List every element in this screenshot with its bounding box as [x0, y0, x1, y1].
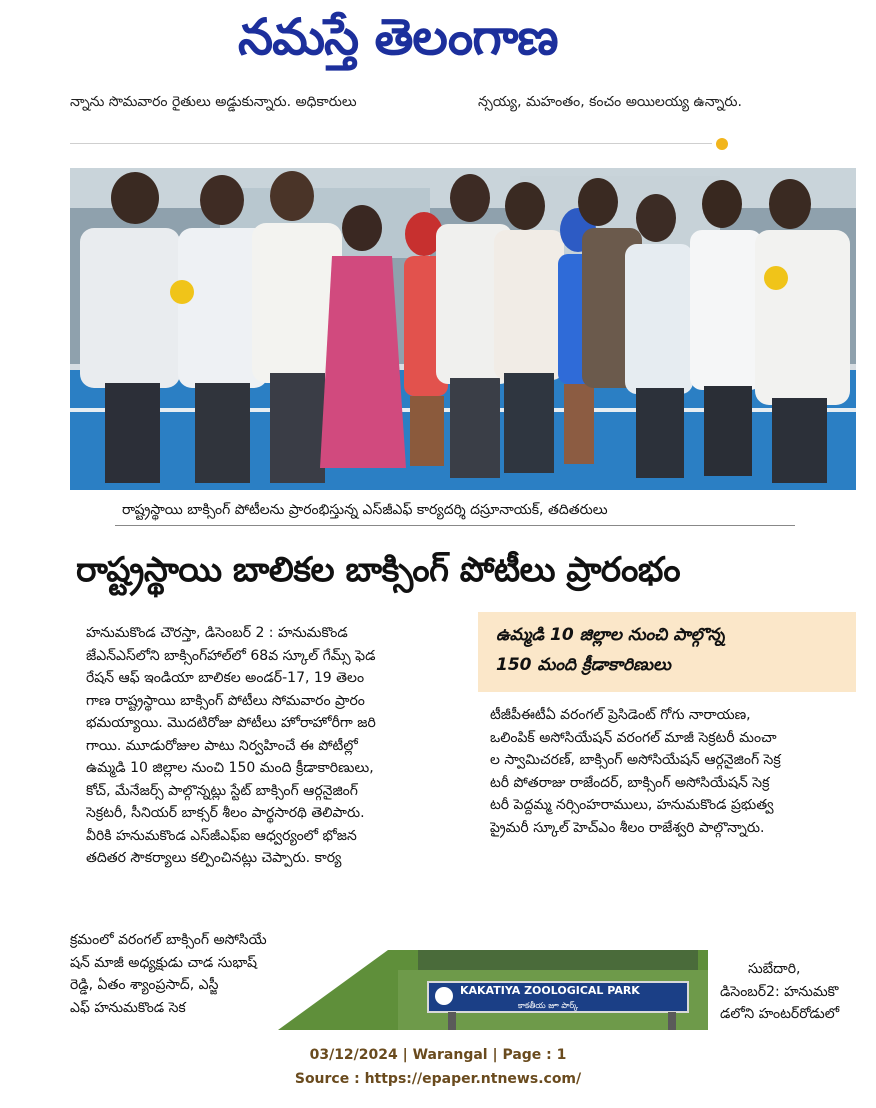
body-line: కోచ్, మేనేజర్స్ పాల్గొన్నట్లు స్టేట్ బాక్సింగ్ ఆర్గనైజింగ్	[86, 782, 358, 799]
highlight-line-1: ఉమ్మడి 10 జిల్లాల నుంచి పాల్గొన్న	[496, 625, 725, 645]
body-line: సుబేదారి,	[748, 961, 801, 977]
body-line: టరీ పోతరాజు రాజేందర్, బాక్సింగ్ అసోసియేషన్ సెక్ర	[490, 774, 770, 791]
body-line: ఎఫ్ హనుమకొండ సెక	[70, 999, 186, 1016]
caption-underline	[115, 525, 795, 526]
highlight-box	[478, 612, 856, 692]
body-line: ఒలింపిక్ అసోసియేషన్ వరంగల్ మాజీ సెక్రటరీ మంచా	[490, 729, 777, 746]
article-column-left-continued	[70, 929, 275, 1019]
body-line: భమయ్యాయి. మొదటిరోజు పోటీలు హోరాహోరీగా జరి	[86, 715, 376, 731]
prev-story-left: న్నాను సొమవారం రైతులు అడ్డుకున్నారు. అధికారులు	[70, 94, 357, 110]
highlight-line-2: 150 మంది క్రీడాకారిణులు	[496, 655, 671, 675]
footer-date-edition: 03/12/2024 | Warangal | Page : 1	[309, 1047, 567, 1063]
body-line: టీజీపీఈటీఏ వరంగల్ ప్రెసిడెంట్ గోగు నారాయణ,	[490, 707, 751, 723]
masthead-logo: నమస్తే తెలంగాణ	[238, 7, 558, 66]
body-line: ల స్వామిచరణ్, బాక్సింగ్ అసోసియేషన్ ఆర్గనైజింగ్ సెక్ర	[490, 752, 781, 768]
photo-illustration	[70, 168, 856, 490]
zoo-illustration	[278, 930, 708, 1030]
body-line: జేఎన్ఎస్‌లోని బాక్సింగ్‌హాల్‌లో 68వ స్కూల్ గేమ్స్ ఫెడ	[86, 647, 376, 664]
news-photo	[70, 168, 856, 490]
body-line: షన్ మాజీ అధ్యక్షుడు చాడ సుభాష్	[70, 954, 257, 971]
zoo-sign-telugu: కాకతీయ జూ పార్క్	[518, 1001, 579, 1010]
divider	[70, 143, 712, 144]
divider-dot	[716, 138, 728, 150]
article-column-left	[86, 622, 462, 870]
next-story-text	[720, 958, 876, 1026]
body-line: ఉమ్మడి 10 జిల్లాల నుంచి 150 మంది క్రీడాకారిణులు,	[86, 760, 374, 776]
article-headline: రాష్ట్రస్థాయి బాలికల బాక్సింగ్ పోటీలు ప్రారంభం	[76, 550, 681, 590]
body-line: రెడ్డి, ఏతం శ్యాంప్రసాద్, ఎస్జీ	[70, 977, 219, 993]
zoo-sign-text: KAKATIYA ZOOLOGICAL PARK	[460, 984, 640, 997]
body-line: తదితర సౌకర్యాలు కల్పించినట్లు చెప్పారు. కార్య	[86, 850, 342, 866]
body-line: టరీ పెద్దమ్మ నర్సింహరాములు, హనుమకొండ ప్రభుత్వ	[490, 797, 774, 813]
prev-story-right: న్సయ్య, మహంతం, కంచం అయిలయ్య ఉన్నారు.	[478, 94, 742, 110]
body-line: డలోని హంటర్‌రోడులో	[720, 1006, 840, 1022]
body-line: హనుమకొండ చౌరస్తా, డిసెంబర్ 2 : హనుమకొండ	[86, 625, 348, 641]
body-line: గాణ రాష్ట్రస్థాయి బాక్సింగ్ పోటీలు సోమవారం ప్రారం	[86, 692, 365, 709]
body-line: డిసెంబర్2: హనుమకొ	[720, 983, 839, 1000]
body-line: రేషన్ ఆఫ్ ఇండియా బాలికల అండర్-17, 19 తెలం	[86, 670, 365, 686]
body-line: క్రమంలో వరంగల్ బాక్సింగ్ అసోసియే	[70, 932, 267, 948]
body-line: ప్రైమరీ స్కూల్ హెచ్ఎం శీలం రాజేశ్వరి పాల్గొన్నారు.	[490, 819, 765, 836]
article-column-right	[490, 704, 856, 839]
photo-caption: రాష్ట్రస్థాయి బాక్సింగ్ పోటీలను ప్రారంభిస్తున్న ఎస్‌జీఎఫ్ కార్యదర్శి దస్రూనాయక్, తదితరులు	[122, 502, 608, 518]
body-line: వీరికి హనుమకొండ ఎస్‌జీఎఫ్ఐ ఆధ్వర్యంలో భోజన	[86, 827, 357, 844]
footer-source: Source : https://epaper.ntnews.com/	[294, 1071, 582, 1087]
body-line: సెక్రటరీ, సీనియర్ బాక్సర్ శీలం పార్థసారథి తెలిపారు.	[86, 805, 365, 821]
zoo-photo	[278, 930, 708, 1030]
body-line: గాయి. మూడురోజుల పాటు నిర్వహించే ఈ పోటీల్లో	[86, 737, 358, 754]
